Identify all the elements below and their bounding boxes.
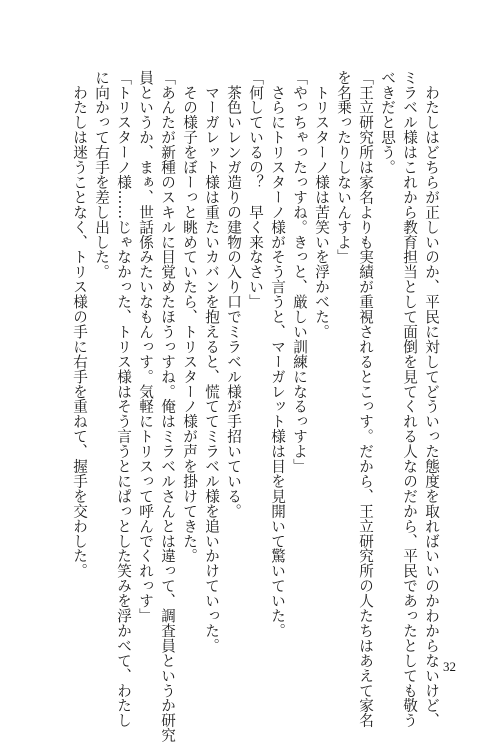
text-line: 「あんたが新種のスキルに目覚めたほうっすね。俺はミラベルさんとは違って、調査員というか研究 (159, 70, 176, 743)
text-line: ミラベル様はこれから教育担当として面倒を見てくれる人なのだから、平民であったとしても敬う (401, 70, 418, 728)
text-line: 「トリスターノ様……じゃなかった、トリス様はそう言うとにぱっとした笑みを浮かべて、わたし (115, 70, 132, 728)
text-line: さらにトリスターノ様がそう言うと、マーガレット様は目を見開いて驚いていた。 (269, 70, 286, 639)
page-number: 32 (443, 659, 456, 674)
text-line: べきだと思う。 (379, 70, 396, 175)
text-line: その様子をぼーっと眺めていたら、トリスターノ様が声を掛けてきた。 (181, 70, 198, 564)
text-line: に向かって右手を差し出した。 (93, 70, 110, 280)
text-line: わたしは迷うことなく、トリス様の手に右手を重ねて、握手を交わした。 (71, 70, 88, 579)
text-line: わたしはどちらが正しいのか、平民に対してどういった態度を取ればいいのかわからないけど、 (423, 70, 440, 728)
text-line: を名乗ったりしないんすよ」 (335, 70, 352, 265)
text-line: マーガレット様は重たいカバンを抱えると、慌ててミラベル様を追いかけていった。 (203, 70, 220, 654)
vertical-text-body (68, 70, 442, 743)
text-line: 茶色いレンガ造りの建物の入り口でミラベル様が手招いている。 (225, 70, 242, 519)
text-line: 「王立研究所は家名よりも実績が重視されるとこっす。だから、王立研究所の人たちはあえて家名 (357, 70, 374, 728)
text-line: 「やっちゃったっすね。きっと、厳しい訓練になるっすよ」 (291, 70, 308, 474)
text-line: トリスターノ様は苦笑いを浮かべた。 (313, 70, 330, 340)
text-line: 「何しているの？ 早く来なさい」 (247, 70, 264, 310)
text-line: 員というか、まぁ、世話係みたいなもんっす。気軽にトリスって呼んでくれっす」 (137, 70, 154, 624)
